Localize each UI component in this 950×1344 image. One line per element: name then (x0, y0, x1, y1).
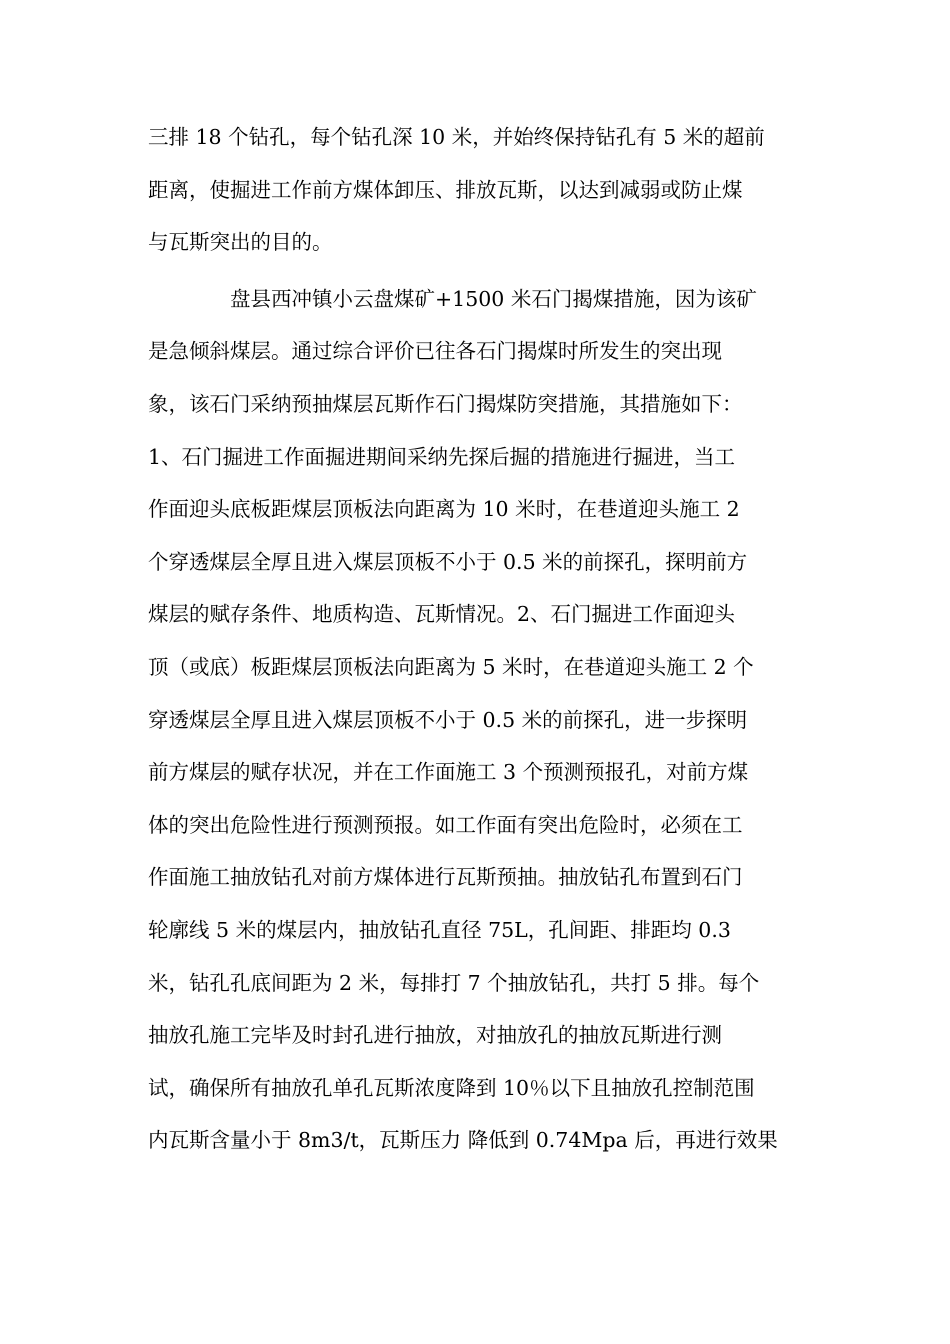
text-line-20: 内瓦斯含量小于 8m3/t，瓦斯压力 降低到 0.74Mpa 后，再进行效果 (148, 1128, 778, 1153)
text-line-8: 作面迎头底板距煤层顶板法向距离为 10 米时，在巷道迎头施工 2 (148, 497, 740, 522)
text-line-14: 体的突出危险性进行预测预报。如工作面有突出危险时，必须在工 (148, 812, 743, 837)
text-line-10: 煤层的赋存条件、地质构造、瓦斯情况。2、石门掘进工作面迎头 (148, 602, 736, 627)
text-line-9: 个穿透煤层全厚且进入煤层顶板不小于 0.5 米的前探孔，探明前方 (148, 549, 748, 574)
text-line-5: 是急倾斜煤层。通过综合评价已往各石门揭煤时所发生的突出现 (148, 339, 722, 364)
text-line-13: 前方煤层的赋存状况，并在工作面施工 3 个预测预报孔，对前方煤 (148, 760, 749, 785)
text-line-11: 顶（或底）板距煤层顶板法向距离为 5 米时，在巷道迎头施工 2 个 (148, 654, 754, 679)
body-text (148, 118, 808, 1174)
text-line-3: 与瓦斯突出的目的。 (148, 230, 333, 255)
text-line-16: 轮廓线 5 米的煤层内，抽放钻孔直径 75L，孔间距、排距均 0.3 (148, 917, 731, 942)
text-line-19: 试，确保所有抽放孔单孔瓦斯浓度降到 10％以下且抽放孔控制范围 (148, 1075, 755, 1100)
text-line-6: 象，该石门采纳预抽煤层瓦斯作石门揭煤防突措施，其措施如下： (148, 391, 743, 416)
paragraph-2-first-line: 盘县西冲镇小云盘煤矿+1500 米石门揭煤措施，因为该矿 (230, 286, 757, 311)
text-line-18: 抽放孔施工完毕及时封孔进行抽放，对抽放孔的抽放瓦斯进行测 (148, 1023, 722, 1048)
text-line-1: 三排 18 个钻孔，每个钻孔深 10 米，并始终保持钻孔有 5 米的超前 (148, 125, 765, 149)
text-line-15: 作面施工抽放钻孔对前方煤体进行瓦斯预抽。抽放钻孔布置到石门 (148, 865, 743, 890)
text-line-12: 穿透煤层全厚且进入煤层顶板不小于 0.5 米的前探孔，进一步探明 (148, 707, 748, 732)
text-line-2: 距离，使掘进工作前方煤体卸压、排放瓦斯，以达到减弱或防止煤 (148, 177, 743, 202)
text-line-7: 1、石门掘进工作面掘进期间采纳先探后掘的措施进行掘进，当工 (148, 444, 736, 469)
text-line-17: 米，钻孔孔底间距为 2 米，每排打 7 个抽放钻孔，共打 5 排。每个 (148, 970, 760, 995)
